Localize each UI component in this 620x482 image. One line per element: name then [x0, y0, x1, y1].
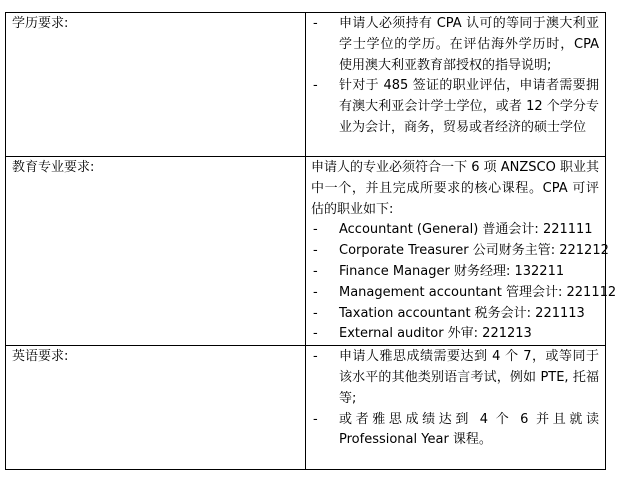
- bullet-text: 申请人雅思成绩需要达到 4 个 7，或等同于该水平的其他类别语言考试，例如 PTE, 托福等;: [339, 349, 599, 406]
- label-cell: [6, 157, 306, 346]
- bullet-marker: -: [313, 411, 318, 427]
- bullet-marker: -: [313, 16, 318, 31]
- occupation-item: [311, 241, 609, 262]
- bullet-text: 申请人必须持有 CPA 认可的等同于澳大利亚学士学位的学历。在评估海外学历时，CPA 使用澳大利亚教育部授权的指导说明;: [339, 16, 599, 73]
- bullet-marker: -: [313, 263, 318, 279]
- list-item: [311, 347, 599, 409]
- occupation-text: Accountant (General) 普通会计: 221111: [339, 222, 593, 238]
- occupation-text: Finance Manager 财务经理: 132211: [339, 263, 565, 279]
- list-item: [311, 410, 599, 452]
- occupation-text: Corporate Treasurer 公司财务主管: 221212: [339, 243, 609, 259]
- table-row-major-requirement: [6, 157, 606, 346]
- bullet-marker: -: [313, 326, 318, 342]
- row-label-english: 英语要求:: [12, 349, 69, 365]
- table-row-english-requirement: [6, 346, 606, 470]
- row-label-major: 教育专业要求:: [12, 160, 95, 175]
- bullet-marker: -: [313, 349, 318, 365]
- bullet-marker: -: [313, 284, 318, 300]
- bullet-text: 或者雅思成绩达到 4 个 6 并且就读 Professional Year 课程。: [339, 411, 599, 448]
- bullet-marker: -: [313, 243, 318, 259]
- bullet-text: 针对于 485 签证的职业评估，申请者需要拥有澳大利亚会计学士学位，或者 12 个学分专业为会计，商务，贸易或者经济的硕士学位: [339, 78, 599, 135]
- bullet-marker: -: [313, 305, 318, 321]
- occupation-text: Taxation accountant 税务会计: 221113: [339, 305, 585, 321]
- bullet-marker: -: [313, 222, 318, 238]
- label-cell: [6, 346, 306, 470]
- bullet-list-education: [311, 14, 599, 139]
- requirements-table: [5, 12, 617, 470]
- occupation-item: [311, 220, 599, 241]
- major-intro-paragraph: 申请人的专业必须符合一下 6 项 ANZSCO 职业其中一个，并且完成所要求的核心课程。CPA 可评估的职业如下:: [311, 160, 599, 217]
- bullet-list-english: [311, 347, 599, 451]
- occupation-text: Management accountant 管理会计: 221112: [339, 284, 617, 300]
- row-label-education: 学历要求:: [12, 16, 69, 31]
- occupation-item: [311, 324, 599, 345]
- occupation-list: [311, 220, 617, 345]
- content-cell: [306, 13, 606, 157]
- occupation-item: [311, 304, 599, 325]
- occupation-item: [311, 283, 617, 304]
- label-cell: [6, 13, 306, 157]
- bullet-marker: -: [313, 78, 318, 94]
- list-item: [311, 76, 599, 138]
- content-cell: [306, 346, 606, 470]
- content-cell: [306, 157, 617, 346]
- occupation-text: External auditor 外审: 221213: [339, 326, 532, 342]
- occupation-item: [311, 262, 599, 283]
- list-item: [311, 14, 599, 76]
- table-row-education-qualification: [6, 13, 606, 157]
